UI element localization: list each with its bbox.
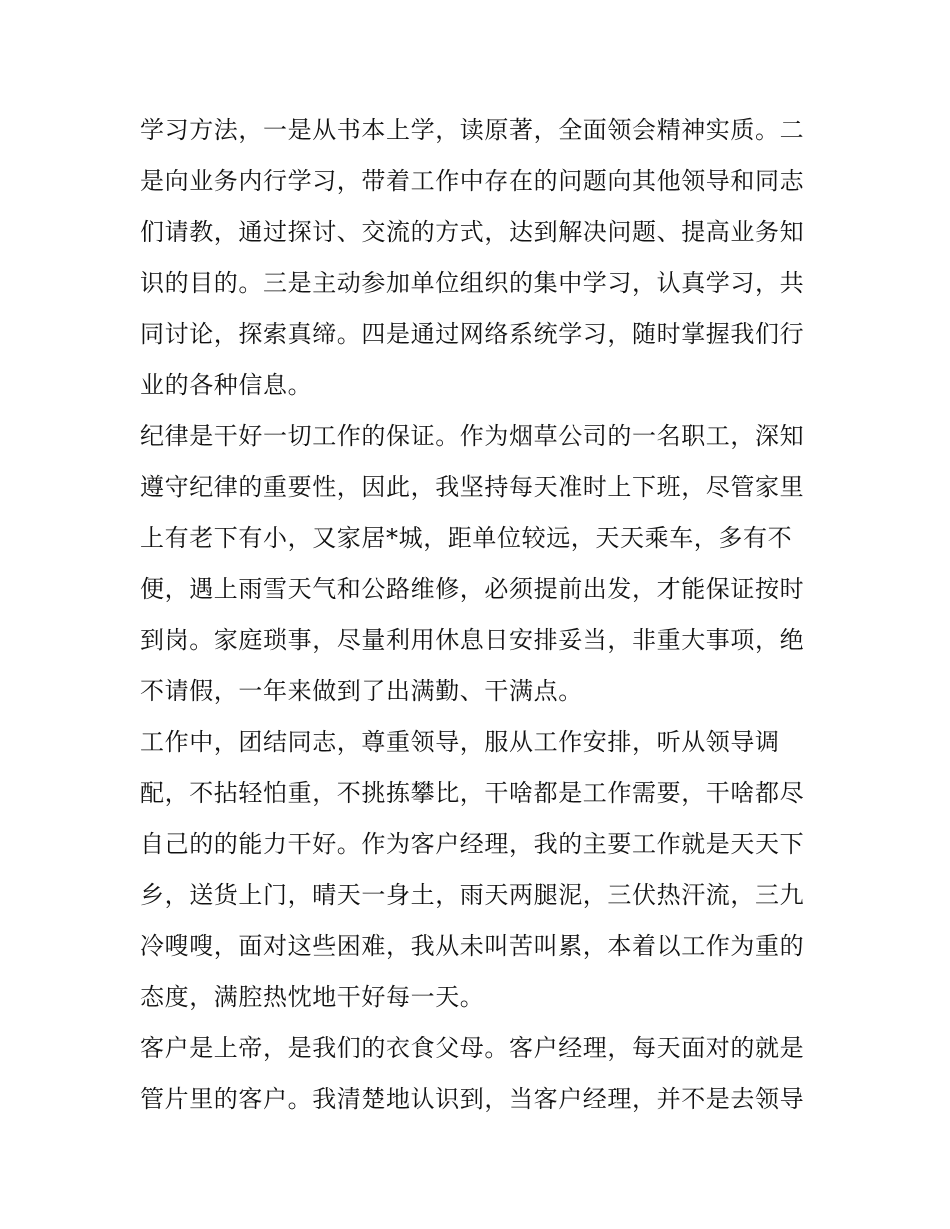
- paragraph-discipline: [140, 411, 812, 717]
- text-line: 是向业务内行学习，带着工作中存在的问题向其他领导和同志: [140, 167, 805, 195]
- text-line: 乡，送货上门，晴天一身土，雨天两腿泥，三伏热汗流，三九: [140, 881, 805, 909]
- text-line: 配，不拈轻怕重，不挑拣攀比，干啥都是工作需要，干啥都尽: [140, 779, 805, 807]
- paragraph-study-methods: [140, 105, 812, 411]
- text-line: 客户是上帝，是我们的衣食父母。客户经理，每天面对的就是: [140, 1034, 805, 1062]
- text-line: 同讨论，探索真缔。四是通过网络系统学习，随时掌握我们行: [140, 320, 805, 348]
- text-line: 态度，满腔热忱地干好每一天。: [140, 983, 485, 1011]
- text-line: 业的各种信息。: [140, 371, 313, 399]
- text-line: 工作中，团结同志，尊重领导，服从工作安排，听从领导调: [140, 728, 780, 756]
- text-line: 管片里的客户。我清楚地认识到，当客户经理，并不是去领导: [140, 1085, 805, 1113]
- text-line: 便，遇上雨雪天气和公路维修，必须提前出发，才能保证按时: [140, 575, 805, 603]
- text-line: 学习方法，一是从书本上学，读原著，全面领会精神实质。二: [140, 116, 805, 144]
- paragraph-customers: [140, 1023, 812, 1125]
- text-line: 自己的的能力干好。作为客户经理，我的主要工作就是天天下: [140, 830, 805, 858]
- text-line: 遵守纪律的重要性，因此，我坚持每天准时上下班，尽管家里: [140, 473, 805, 501]
- text-line: 识的目的。三是主动参加单位组织的集中学习，认真学习，共: [140, 269, 805, 297]
- document-body: [140, 105, 812, 1125]
- text-line: 到岗。家庭琐事，尽量利用休息日安排妥当，非重大事项，绝: [140, 626, 805, 654]
- paragraph-work-attitude: [140, 717, 812, 1023]
- text-line: 纪律是干好一切工作的保证。作为烟草公司的一名职工，深知: [140, 422, 805, 450]
- text-line: 上有老下有小，又家居*城，距单位较远，天天乘车，多有不: [140, 524, 793, 552]
- text-line: 们请教，通过探讨、交流的方式，达到解决问题、提高业务知: [140, 218, 805, 246]
- text-line: 冷嗖嗖，面对这些困难，我从未叫苦叫累，本着以工作为重的: [140, 932, 805, 960]
- text-line: 不请假，一年来做到了出满勤、干满点。: [140, 677, 583, 705]
